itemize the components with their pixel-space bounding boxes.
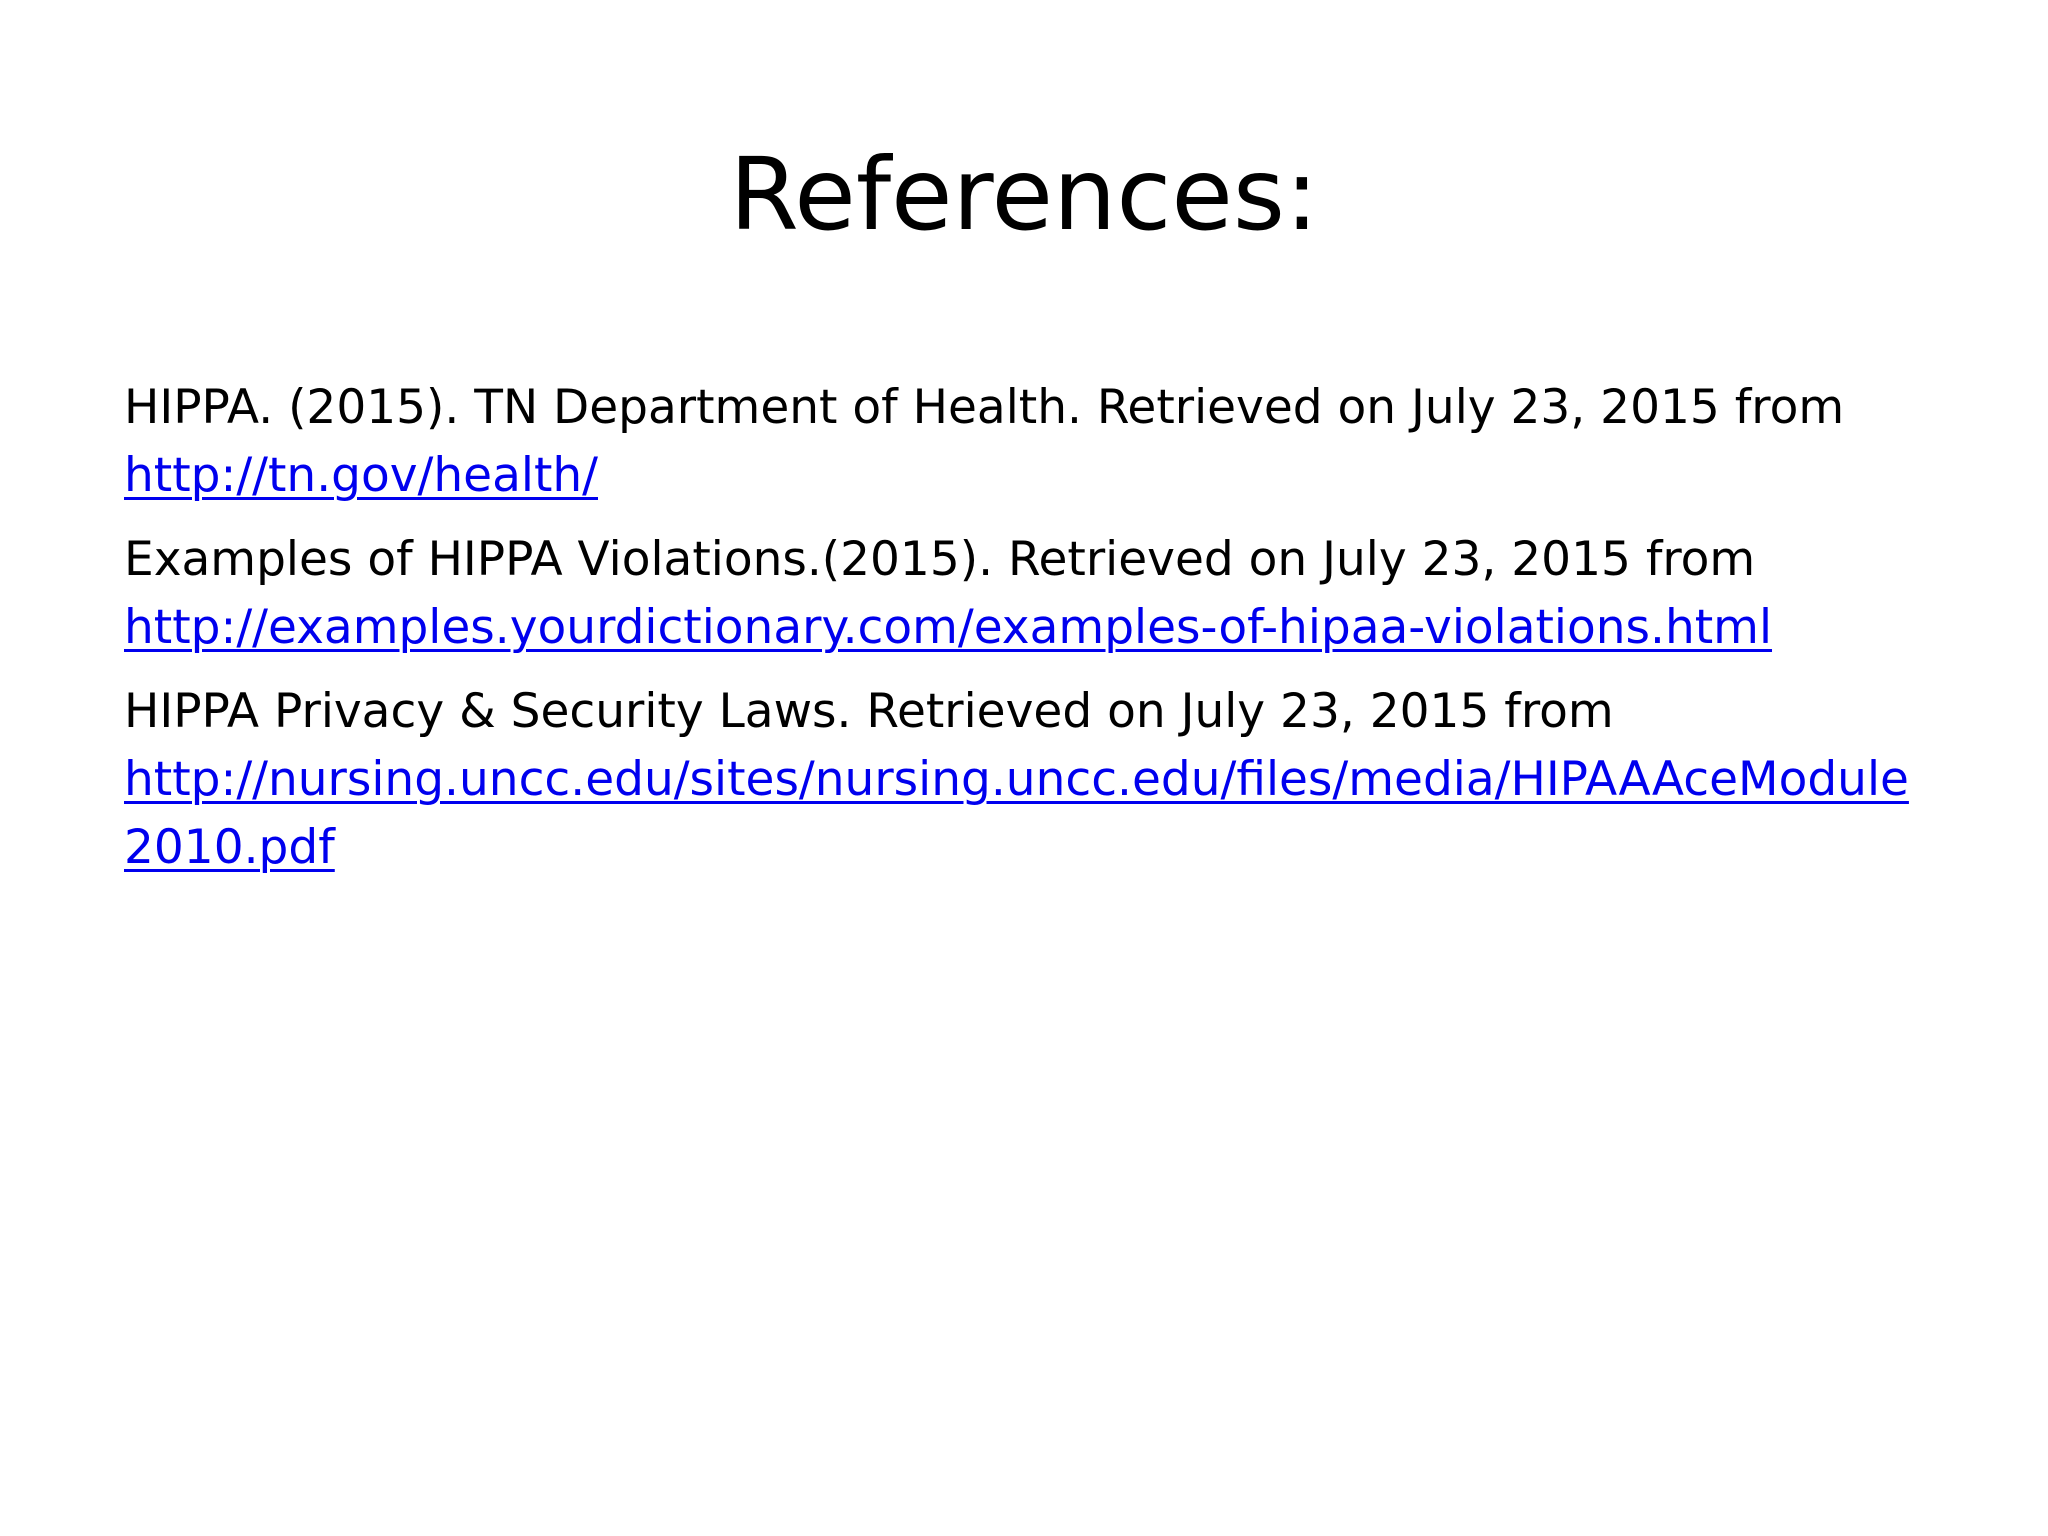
reference-link[interactable]: http://tn.gov/health/ <box>124 448 598 503</box>
reference-text: Examples of HIPPA Violations.(2015). Retrieved on July 23, 2015 from <box>124 532 1756 587</box>
reference-text: HIPPA. (2015). TN Department of Health. Retrieved on July 23, 2015 from <box>124 380 1845 435</box>
reference-list <box>124 374 1924 898</box>
reference-item <box>124 526 1924 662</box>
reference-link[interactable]: http://nursing.uncc.edu/sites/nursing.uncc.edu/files/media/HIPAAAceModule2010.pdf <box>124 752 1909 875</box>
reference-text: HIPPA Privacy & Security Laws. Retrieved on July 23, 2015 from <box>124 684 1614 739</box>
slide-title: References: <box>729 136 1319 253</box>
reference-item <box>124 374 1924 510</box>
reference-link[interactable]: http://examples.yourdictionary.com/examples-of-hipaa-violations.html <box>124 600 1773 655</box>
reference-item <box>124 678 1924 882</box>
